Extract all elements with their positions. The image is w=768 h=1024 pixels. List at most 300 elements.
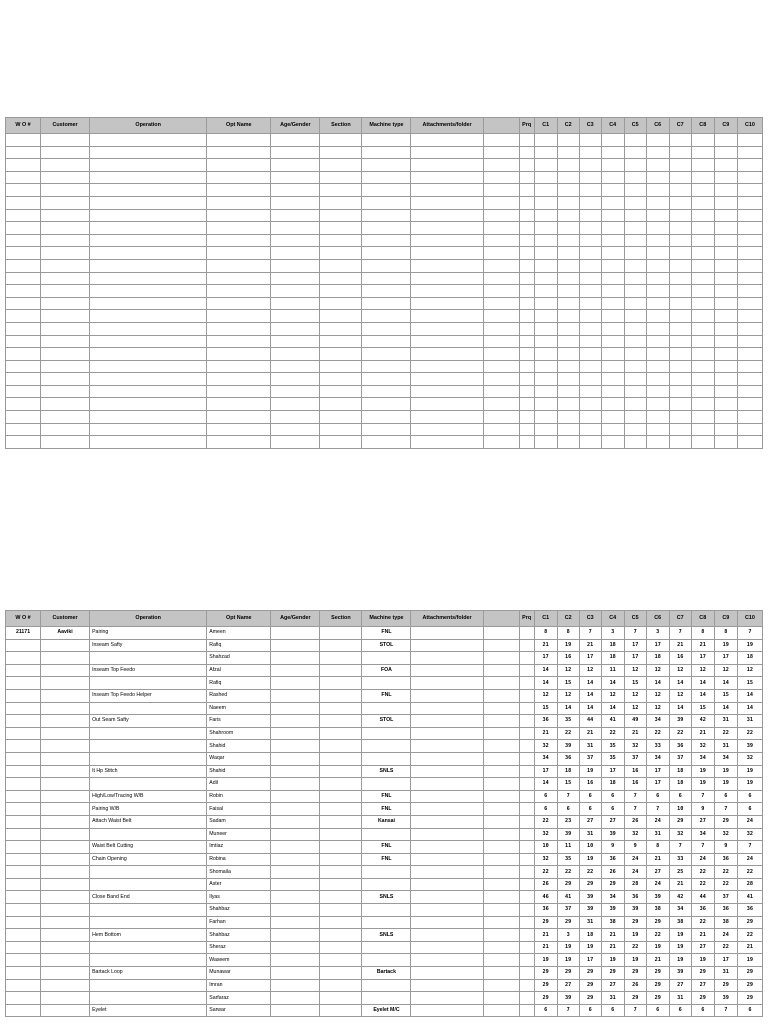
table-cell xyxy=(624,134,646,147)
age-gender-cell xyxy=(271,664,320,677)
cycle-time-cell: 14 xyxy=(737,689,762,702)
table-cell xyxy=(271,373,320,386)
table-row xyxy=(6,335,763,348)
table-cell xyxy=(714,272,737,285)
table-cell xyxy=(320,335,362,348)
cycle-time-cell: 27 xyxy=(691,941,714,954)
table-cell xyxy=(6,436,41,449)
table-cell xyxy=(737,285,762,298)
cycle-time-cell: 6 xyxy=(669,1004,691,1017)
cycle-time-cell: 19 xyxy=(557,941,579,954)
prq-cell xyxy=(519,639,534,652)
table-cell xyxy=(362,209,411,222)
table-row xyxy=(6,664,763,677)
section-cell xyxy=(320,689,362,702)
table-cell xyxy=(601,222,624,235)
table-cell xyxy=(519,348,534,361)
cycle-time-cell: 14 xyxy=(579,689,601,702)
table-cell xyxy=(601,171,624,184)
table-cell xyxy=(483,297,519,310)
column-header: C1 xyxy=(534,118,557,134)
wo-cell xyxy=(6,929,41,942)
table-cell xyxy=(714,348,737,361)
table-cell xyxy=(646,159,669,172)
table-cell xyxy=(601,234,624,247)
cycle-time-cell: 24 xyxy=(624,853,646,866)
cycle-time-cell: 31 xyxy=(714,740,737,753)
prq-cell xyxy=(519,702,534,715)
table-cell xyxy=(483,411,519,424)
table-cell xyxy=(737,348,762,361)
table-cell xyxy=(411,222,483,235)
customer-cell xyxy=(41,689,90,702)
cycle-time-cell: 18 xyxy=(646,652,669,665)
table-cell xyxy=(6,373,41,386)
cycle-time-cell: 39 xyxy=(557,992,579,1005)
attachments-cell xyxy=(411,954,483,967)
cycle-time-cell: 22 xyxy=(691,878,714,891)
table-row xyxy=(6,285,763,298)
cycle-time-cell: 29 xyxy=(691,967,714,980)
operation-cell: It Hp Stitch xyxy=(90,765,207,778)
column-header: C6 xyxy=(646,611,669,627)
attachments-cell xyxy=(411,841,483,854)
attachments-cell xyxy=(411,790,483,803)
table-cell xyxy=(90,134,207,147)
table-cell xyxy=(6,423,41,436)
table-cell xyxy=(6,297,41,310)
table-cell xyxy=(320,209,362,222)
table-cell xyxy=(579,285,601,298)
attachments-cell xyxy=(411,765,483,778)
age-gender-cell xyxy=(271,828,320,841)
cycle-time-cell: 6 xyxy=(579,803,601,816)
table-cell xyxy=(691,134,714,147)
table-cell xyxy=(41,360,90,373)
machine-type-cell xyxy=(362,752,411,765)
table-cell xyxy=(41,335,90,348)
opt-name-cell: Shahid xyxy=(207,740,271,753)
blank-cell xyxy=(483,992,519,1005)
cycle-time-cell: 12 xyxy=(557,689,579,702)
table-cell xyxy=(646,209,669,222)
cycle-time-cell: 21 xyxy=(534,727,557,740)
table-cell xyxy=(41,411,90,424)
opt-name-cell: Ameen xyxy=(207,627,271,640)
table-cell xyxy=(41,222,90,235)
age-gender-cell xyxy=(271,841,320,854)
cycle-time-cell: 14 xyxy=(579,702,601,715)
attachments-cell xyxy=(411,891,483,904)
cycle-time-cell: 17 xyxy=(624,639,646,652)
column-header: C7 xyxy=(669,611,691,627)
cycle-time-cell: 34 xyxy=(691,828,714,841)
opt-name-cell: Shomaila xyxy=(207,866,271,879)
prq-cell xyxy=(519,765,534,778)
table-cell xyxy=(624,247,646,260)
column-header: Attachments/folder xyxy=(411,118,483,134)
table-cell xyxy=(207,398,271,411)
operation-cell xyxy=(90,878,207,891)
table-row xyxy=(6,979,763,992)
cycle-time-cell: 11 xyxy=(557,841,579,854)
table-cell xyxy=(411,297,483,310)
table-cell xyxy=(557,209,579,222)
blank-cell xyxy=(483,639,519,652)
opt-name-cell: Aster xyxy=(207,878,271,891)
table-cell xyxy=(691,159,714,172)
table-cell xyxy=(207,134,271,147)
table-cell xyxy=(362,159,411,172)
table-cell xyxy=(646,146,669,159)
table-cell xyxy=(362,184,411,197)
cycle-time-cell: 7 xyxy=(737,627,762,640)
cycle-time-cell: 32 xyxy=(669,828,691,841)
column-header: Customer xyxy=(41,611,90,627)
table-cell xyxy=(6,360,41,373)
table-cell xyxy=(6,398,41,411)
cycle-time-cell: 38 xyxy=(646,904,669,917)
column-header: C4 xyxy=(601,118,624,134)
table-cell xyxy=(6,285,41,298)
table-cell xyxy=(737,423,762,436)
table-cell xyxy=(519,335,534,348)
table-row xyxy=(6,171,763,184)
table-cell xyxy=(557,184,579,197)
cycle-time-cell: 17 xyxy=(691,652,714,665)
cycle-time-cell: 27 xyxy=(691,979,714,992)
table-cell xyxy=(669,297,691,310)
cycle-time-cell: 22 xyxy=(714,727,737,740)
table-cell xyxy=(6,146,41,159)
cycle-time-cell: 21 xyxy=(737,941,762,954)
cycle-time-cell: 31 xyxy=(669,992,691,1005)
table-cell xyxy=(601,373,624,386)
cycle-time-cell: 7 xyxy=(669,627,691,640)
machine-type-cell xyxy=(362,652,411,665)
table-cell xyxy=(714,322,737,335)
table-cell xyxy=(714,436,737,449)
operation-cell xyxy=(90,954,207,967)
prq-cell xyxy=(519,1004,534,1017)
customer-cell xyxy=(41,929,90,942)
table-cell xyxy=(691,184,714,197)
prq-cell xyxy=(519,979,534,992)
cycle-time-cell: 22 xyxy=(714,878,737,891)
customer-cell xyxy=(41,639,90,652)
prq-cell xyxy=(519,790,534,803)
machine-type-cell: SNLS xyxy=(362,765,411,778)
wo-cell xyxy=(6,790,41,803)
machine-type-cell xyxy=(362,702,411,715)
table-cell xyxy=(691,297,714,310)
cycle-time-cell: 14 xyxy=(534,677,557,690)
cycle-time-cell: 19 xyxy=(624,929,646,942)
machine-type-cell xyxy=(362,979,411,992)
cycle-time-cell: 26 xyxy=(624,979,646,992)
table-cell xyxy=(669,146,691,159)
customer-cell xyxy=(41,904,90,917)
table-cell xyxy=(271,146,320,159)
table-cell xyxy=(362,360,411,373)
table-cell xyxy=(601,385,624,398)
cycle-time-cell: 8 xyxy=(557,627,579,640)
cycle-time-cell: 19 xyxy=(557,639,579,652)
table-cell xyxy=(669,259,691,272)
table-cell xyxy=(669,209,691,222)
machine-type-cell xyxy=(362,866,411,879)
cycle-time-cell: 15 xyxy=(691,702,714,715)
cycle-time-cell: 29 xyxy=(737,916,762,929)
table-row xyxy=(6,297,763,310)
operation-cell: Close Band End xyxy=(90,891,207,904)
cycle-time-cell: 29 xyxy=(534,992,557,1005)
machine-type-cell xyxy=(362,904,411,917)
section-cell xyxy=(320,1004,362,1017)
table-cell xyxy=(557,297,579,310)
table-cell xyxy=(90,171,207,184)
table-row xyxy=(6,702,763,715)
column-header: C10 xyxy=(737,611,762,627)
cycle-time-cell: 6 xyxy=(579,790,601,803)
table-cell xyxy=(601,322,624,335)
machine-type-cell: FNL xyxy=(362,853,411,866)
table-cell xyxy=(579,348,601,361)
column-header: Customer xyxy=(41,118,90,134)
customer-cell xyxy=(41,702,90,715)
column-header: Operation xyxy=(90,611,207,627)
cycle-time-cell: 31 xyxy=(579,828,601,841)
table-cell xyxy=(557,234,579,247)
cycle-time-cell: 7 xyxy=(624,627,646,640)
cycle-time-cell: 15 xyxy=(624,677,646,690)
table-cell xyxy=(320,272,362,285)
column-header: W O # xyxy=(6,118,41,134)
table-cell xyxy=(714,222,737,235)
table-cell xyxy=(534,209,557,222)
table-cell xyxy=(411,159,483,172)
machine-type-cell: FNL xyxy=(362,803,411,816)
table-cell xyxy=(519,184,534,197)
table-cell xyxy=(207,159,271,172)
prq-cell xyxy=(519,904,534,917)
cycle-time-cell: 19 xyxy=(579,941,601,954)
opt-name-cell: Muneer xyxy=(207,828,271,841)
section-cell xyxy=(320,828,362,841)
table-cell xyxy=(557,322,579,335)
blank-cell xyxy=(483,627,519,640)
header-row xyxy=(6,611,763,627)
cycle-time-cell: 12 xyxy=(669,689,691,702)
table-cell xyxy=(271,398,320,411)
blank-cell xyxy=(483,677,519,690)
table-cell xyxy=(714,184,737,197)
column-header: Machine type xyxy=(362,118,411,134)
age-gender-cell xyxy=(271,715,320,728)
cycle-time-cell: 31 xyxy=(714,715,737,728)
table-cell xyxy=(579,234,601,247)
operation-cell xyxy=(90,727,207,740)
opt-name-cell: Adil xyxy=(207,778,271,791)
cycle-time-cell: 14 xyxy=(579,677,601,690)
cycle-time-cell: 39 xyxy=(646,891,669,904)
column-header: Section xyxy=(320,118,362,134)
section-cell xyxy=(320,954,362,967)
age-gender-cell xyxy=(271,954,320,967)
wo-cell xyxy=(6,828,41,841)
table-cell xyxy=(557,159,579,172)
table-row xyxy=(6,411,763,424)
machine-type-cell: Eyelet M/C xyxy=(362,1004,411,1017)
customer-cell xyxy=(41,1004,90,1017)
table-row xyxy=(6,234,763,247)
table-cell xyxy=(41,134,90,147)
column-header: Age/Gender xyxy=(271,118,320,134)
cycle-time-cell: 17 xyxy=(646,639,669,652)
cycle-time-cell: 7 xyxy=(557,1004,579,1017)
table-cell xyxy=(624,259,646,272)
prq-cell xyxy=(519,828,534,841)
table-cell xyxy=(519,373,534,386)
cycle-time-cell: 36 xyxy=(691,904,714,917)
table-cell xyxy=(579,196,601,209)
prq-cell xyxy=(519,652,534,665)
table-cell xyxy=(519,436,534,449)
table-cell xyxy=(669,222,691,235)
table-cell xyxy=(646,385,669,398)
table-cell xyxy=(6,196,41,209)
opt-name-cell: Sarfaraz xyxy=(207,992,271,1005)
table-cell xyxy=(90,159,207,172)
cycle-time-cell: 15 xyxy=(557,778,579,791)
table-cell xyxy=(534,398,557,411)
table-row xyxy=(6,259,763,272)
opt-name-cell: Robin xyxy=(207,790,271,803)
cycle-time-cell: 34 xyxy=(714,752,737,765)
cycle-time-cell: 27 xyxy=(557,979,579,992)
opt-name-cell: Imran xyxy=(207,979,271,992)
table-cell xyxy=(714,209,737,222)
operation-cell xyxy=(90,916,207,929)
cycle-time-cell: 34 xyxy=(534,752,557,765)
opt-name-cell: Rafiq xyxy=(207,677,271,690)
table-cell xyxy=(534,285,557,298)
table-cell xyxy=(6,171,41,184)
cycle-time-cell: 32 xyxy=(737,828,762,841)
blank-cell xyxy=(483,916,519,929)
table-cell xyxy=(579,184,601,197)
table-cell xyxy=(271,436,320,449)
blank-cell xyxy=(483,841,519,854)
table-cell xyxy=(519,134,534,147)
table-cell xyxy=(691,247,714,260)
cycle-time-cell: 37 xyxy=(669,752,691,765)
opt-name-cell: Rashed xyxy=(207,689,271,702)
cycle-time-cell: 24 xyxy=(646,815,669,828)
table-cell xyxy=(691,272,714,285)
table-cell xyxy=(579,146,601,159)
opt-name-cell: Shahroom xyxy=(207,727,271,740)
column-header: W O # xyxy=(6,611,41,627)
table-cell xyxy=(483,322,519,335)
attachments-cell xyxy=(411,929,483,942)
cycle-time-cell: 7 xyxy=(624,790,646,803)
wo-cell xyxy=(6,916,41,929)
table-cell xyxy=(207,146,271,159)
cycle-time-cell: 10 xyxy=(579,841,601,854)
column-header: C9 xyxy=(714,611,737,627)
section-cell xyxy=(320,765,362,778)
table-cell xyxy=(90,348,207,361)
table-cell xyxy=(557,385,579,398)
cycle-time-cell: 35 xyxy=(557,853,579,866)
cycle-time-cell: 21 xyxy=(646,853,669,866)
table-cell xyxy=(601,196,624,209)
wo-cell xyxy=(6,752,41,765)
cycle-time-cell: 32 xyxy=(691,740,714,753)
table-cell xyxy=(411,134,483,147)
age-gender-cell xyxy=(271,740,320,753)
customer-cell xyxy=(41,715,90,728)
table-cell xyxy=(362,310,411,323)
opt-name-cell: Sadam xyxy=(207,815,271,828)
table-cell xyxy=(271,234,320,247)
table-cell xyxy=(601,159,624,172)
table-cell xyxy=(557,335,579,348)
attachments-cell xyxy=(411,878,483,891)
cycle-time-cell: 14 xyxy=(691,689,714,702)
table-cell xyxy=(534,411,557,424)
table-cell xyxy=(646,196,669,209)
table-cell xyxy=(601,423,624,436)
age-gender-cell xyxy=(271,752,320,765)
table-cell xyxy=(601,335,624,348)
header-row xyxy=(6,118,763,134)
table-cell xyxy=(411,247,483,260)
cycle-time-cell: 21 xyxy=(579,639,601,652)
cycle-time-cell: 14 xyxy=(601,702,624,715)
table-cell xyxy=(207,310,271,323)
table-cell xyxy=(646,234,669,247)
age-gender-cell xyxy=(271,702,320,715)
table-cell xyxy=(534,146,557,159)
wo-cell xyxy=(6,891,41,904)
table-cell xyxy=(579,411,601,424)
attachments-cell xyxy=(411,853,483,866)
blank-cell xyxy=(483,941,519,954)
table-cell xyxy=(534,335,557,348)
blank-cell xyxy=(483,752,519,765)
table-cell xyxy=(669,134,691,147)
opt-name-cell: Shahbaz xyxy=(207,929,271,942)
column-header: C4 xyxy=(601,611,624,627)
machine-type-cell: FOA xyxy=(362,664,411,677)
table-cell xyxy=(669,285,691,298)
cycle-time-cell: 38 xyxy=(601,916,624,929)
cycle-time-cell: 19 xyxy=(669,929,691,942)
table-row xyxy=(6,828,763,841)
operation-cell: Inseam Top Feedo xyxy=(90,664,207,677)
cycle-time-cell: 22 xyxy=(714,866,737,879)
table-cell xyxy=(90,360,207,373)
cycle-time-cell: 32 xyxy=(624,740,646,753)
operation-cell xyxy=(90,778,207,791)
table-cell xyxy=(362,259,411,272)
table-row xyxy=(6,322,763,335)
table-cell xyxy=(557,196,579,209)
cycle-time-cell: 39 xyxy=(737,740,762,753)
operation-cell: Hem Bottom xyxy=(90,929,207,942)
